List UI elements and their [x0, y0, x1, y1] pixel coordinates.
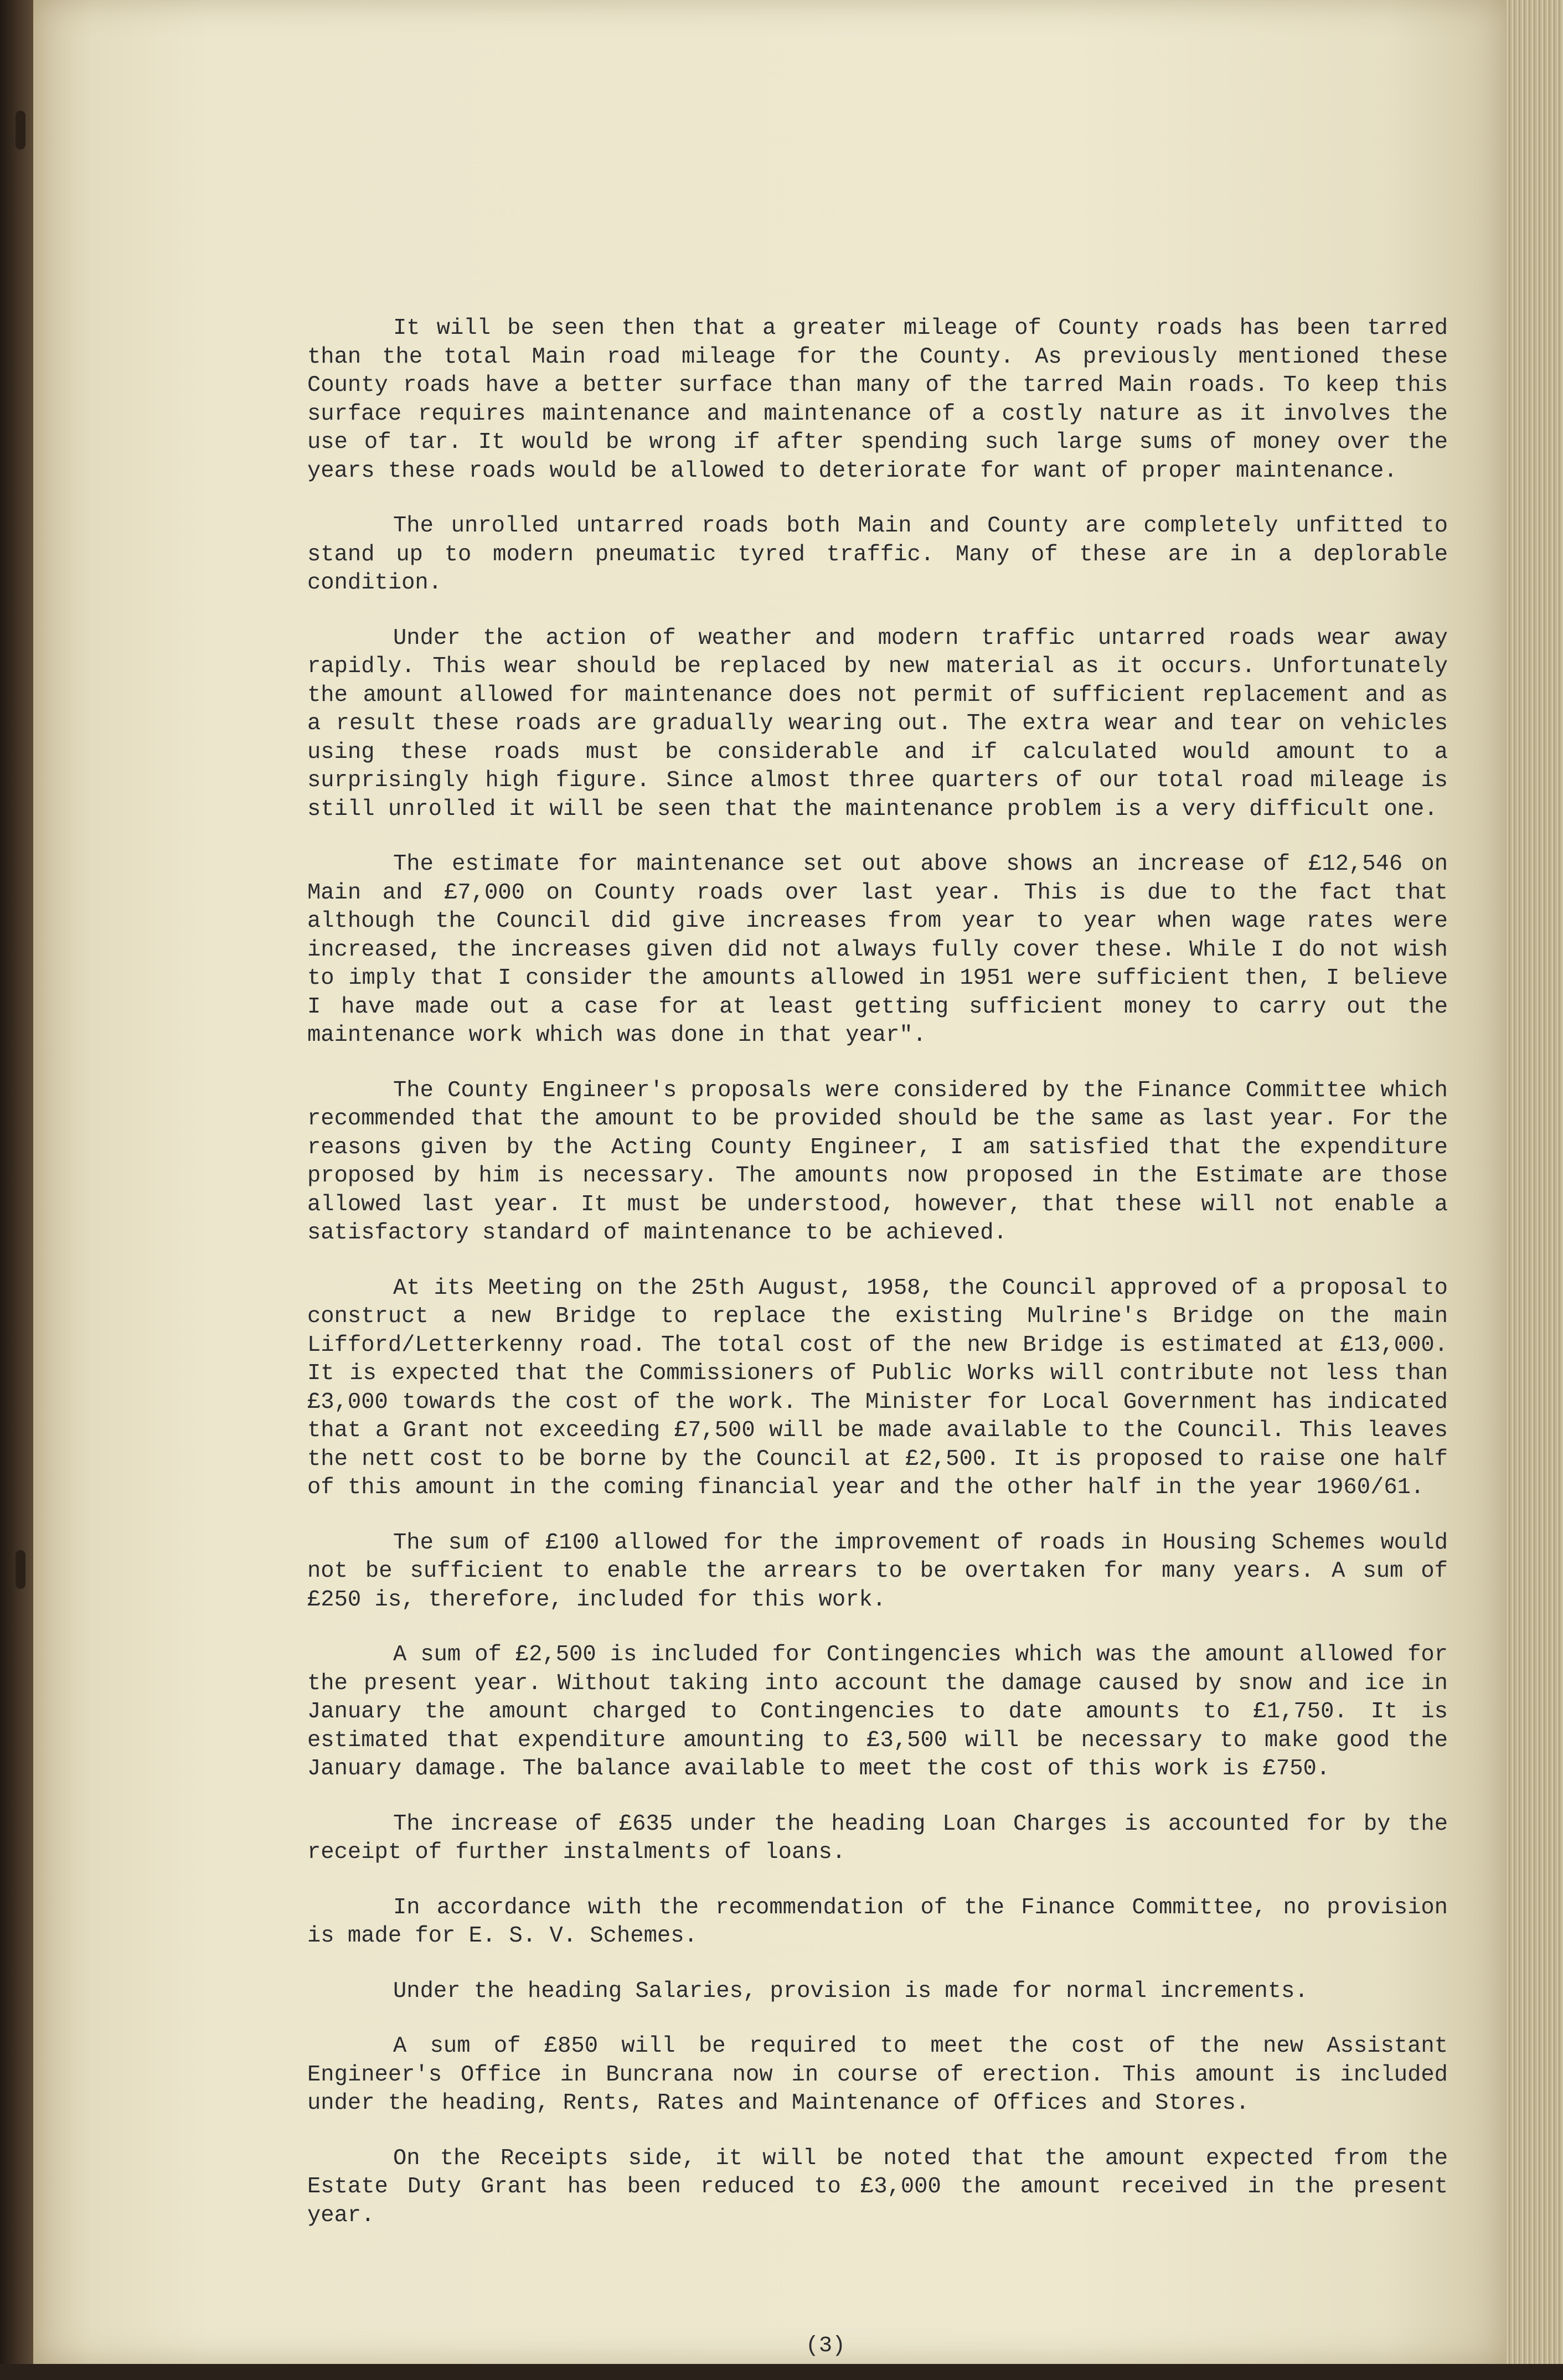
binding-stitch [16, 1550, 25, 1589]
paragraph-contingencies: A sum of £2,500 is included for Contingencies which was the amount allowed for the present year. Without taking into account the damage caused by snow and ice in January the amount charged to Contingencies to date amounts to £1,750. It is estimated that expenditure amounting to £3,500 will be necessary to make good the January damage. The balance available to meet the cost of this work is £750. [307, 1642, 1448, 1782]
paragraph-weather-wear: Under the action of weather and modern traffic untarred roads wear away rapidly. This wear should be replaced by new material as it occurs. Unfortunately the amount allowed for maintenance does not permit of sufficient replacement and as a result these roads are gradually wearing out. The extra wear and tear on vehicles using these roads must be considerable and if calculated would amount to a surprisingly high figure. Since almost three quarters of our total road mileage is still unrolled it will be seen that the maintenance problem is a very difficult one. [307, 625, 1448, 822]
page-stack-edge [1506, 0, 1563, 2380]
paragraph-engineer-proposals: The County Engineer's proposals were considered by the Finance Committee which recommended that the amount to be provided should be the same as last year. For the reasons given by the Acting County Engineer, I am satisfied that the expenditure proposed by him is necessary. The amounts now proposed in the Estimate are those allowed last year. It must be understood, however, that these will not enable a satisfactory standard of maintenance to be achieved. [307, 1077, 1448, 1246]
document-body [307, 314, 1448, 2257]
paragraph-receipts: On the Receipts side, it will be noted that the amount expected from the Estate Duty Grant has been reduced to £3,000 the amount received in the present year. [307, 2145, 1448, 2228]
paragraph-maintenance-estimate: The estimate for maintenance set out above shows an increase of £12,546 on Main and £7,000 on County roads over last year. This is due to the fact that although the Council did give increases from year to year when wage rates were increased, the increases given did not always fully cover these. While I do not wish to imply that I consider the amounts allowed in 1951 were sufficient then, I believe I have made out a case for at least getting sufficient money to carry out the maintenance work which was done in that year". [307, 851, 1448, 1048]
paragraph-new-bridge: At its Meeting on the 25th August, 1958, the Council approved of a proposal to construct a new Bridge to replace the existing Mulrine's Bridge on the main Lifford/Letterkenny road. The total cost of the new Bridge is estimated at £13,000. It is expected that the Commissioners of Public Works will contribute not less than £3,000 towards the cost of the work. The Minister for Local Government has indicated that a Grant not exceeding £7,500 will be made available to the Council. This leaves the nett cost to be borne by the Council at £2,500. It is proposed to raise one half of this amount in the coming financial year and the other half in the year 1960/61. [307, 1275, 1448, 1500]
paragraph-housing-schemes: The sum of £100 allowed for the improvement of roads in Housing Schemes would not be sufficient to enable the arrears to be overtaken for many years. A sum of £250 is, therefore, included for this work. [307, 1530, 1448, 1613]
bottom-shadow [0, 2364, 1563, 2380]
book-binding-edge [0, 0, 33, 2380]
paragraph-esv-schemes: In accordance with the recommendation of the Finance Committee, no provision is made for E. S. V. Schemes. [307, 1894, 1448, 1949]
paragraph-unrolled-roads: The unrolled untarred roads both Main and County are completely unfitted to stand up to modern pneumatic tyred traffic. Many of these are in a deplorable condition. [307, 513, 1448, 596]
paragraph-county-roads-tarred: It will be seen then that a greater mileage of County roads has been tarred than the total Main road mileage for the County. As previously mentioned these County roads have a better surface than many of the tarred Main roads. To keep this surface requires maintenance and maintenance of a costly nature as it involves the use of tar. It would be wrong if after spending such large sums of money over the years these roads would be allowed to deteriorate for want of proper maintenance. [307, 316, 1448, 484]
paragraph-salaries: Under the heading Salaries, provision is made for normal increments. [393, 1978, 1308, 2004]
page-number: (3) [806, 2333, 846, 2358]
paragraph-loan-charges: The increase of £635 under the heading Loan Charges is accounted for by the receipt of further instalments of loans. [307, 1811, 1448, 1865]
binding-stitch [16, 111, 25, 149]
paragraph-buncrana-office: A sum of £850 will be required to meet the cost of the new Assistant Engineer's Office in Buncrana now in course of erection. This amount is included under the heading, Rents, Rates and Maintenance of Offices and Stores. [307, 2033, 1448, 2116]
